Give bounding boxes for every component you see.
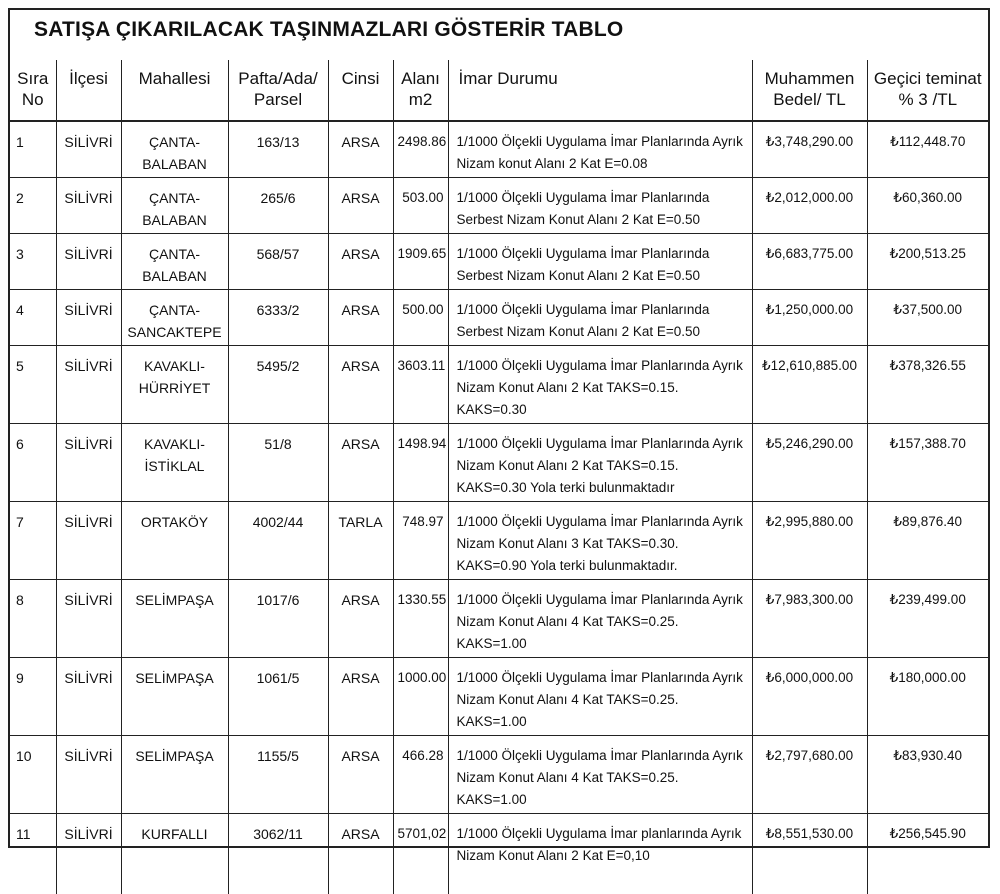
- cell-cinsi: ARSA: [328, 234, 393, 290]
- cell-alan: 748.97: [393, 502, 448, 580]
- cell-cinsi: ARSA: [328, 121, 393, 178]
- cell-cinsi: ARSA: [328, 346, 393, 424]
- cell-mahalle: ÇANTA- SANCAKTEPE: [121, 290, 228, 346]
- cell-alan: 2498.86: [393, 121, 448, 178]
- table-row: [10, 580, 988, 658]
- cell-cinsi: TARLA: [328, 502, 393, 580]
- cell-teminat: ₺60,360.00: [867, 178, 988, 234]
- header-row: [10, 60, 988, 121]
- header-sira: Sıra No: [10, 60, 56, 121]
- cell-teminat: ₺89,876.40: [867, 502, 988, 580]
- cell-cinsi: ARSA: [328, 290, 393, 346]
- document-title: SATIŞA ÇIKARILACAK TAŞINMAZLARI GÖSTERİR TABLO: [34, 18, 624, 41]
- cell-teminat: ₺37,500.00: [867, 290, 988, 346]
- cell-mahalle: SELİMPAŞA: [121, 736, 228, 814]
- cell-sira: 4: [10, 290, 56, 346]
- cell-alan: 5701,02: [393, 814, 448, 894]
- cell-alan: 1909.65: [393, 234, 448, 290]
- cell-pafta: 1017/6: [228, 580, 328, 658]
- cell-imar: 1/1000 Ölçekli Uygulama İmar Planlarında Ayrık Nizam Konut Alanı 3 Kat TAKS=0.30. KAKS=0.90 Yola terki bulunmaktadır.: [448, 502, 752, 580]
- cell-sira: 8: [10, 580, 56, 658]
- cell-cinsi: ARSA: [328, 424, 393, 502]
- cell-imar: 1/1000 Ölçekli Uygulama İmar Planlarında Ayrık Nizam konut Alanı 2 Kat E=0.08: [448, 121, 752, 178]
- header-ilce: İlçesi: [56, 60, 121, 121]
- table-row: [10, 234, 988, 290]
- cell-teminat: ₺157,388.70: [867, 424, 988, 502]
- cell-sira: 10: [10, 736, 56, 814]
- cell-teminat: ₺256,545.90: [867, 814, 988, 894]
- cell-mahalle: ÇANTA- BALABAN: [121, 234, 228, 290]
- cell-sira: 2: [10, 178, 56, 234]
- cell-imar: 1/1000 Ölçekli Uygulama İmar planlarında Ayrık Nizam Konut Alanı 2 Kat E=0,10: [448, 814, 752, 894]
- cell-ilce: SİLİVRİ: [56, 580, 121, 658]
- cell-ilce: SİLİVRİ: [56, 814, 121, 894]
- header-alan: Alanı m2: [393, 60, 448, 121]
- cell-imar: 1/1000 Ölçekli Uygulama İmar Planlarında Ayrık Nizam Konut Alanı 4 Kat TAKS=0.25. KAKS=1.00: [448, 658, 752, 736]
- cell-sira: 5: [10, 346, 56, 424]
- cell-ilce: SİLİVRİ: [56, 424, 121, 502]
- cell-teminat: ₺239,499.00: [867, 580, 988, 658]
- cell-pafta: 163/13: [228, 121, 328, 178]
- cell-bedel: ₺2,797,680.00: [752, 736, 867, 814]
- cell-pafta: 5495/2: [228, 346, 328, 424]
- cell-alan: 1498.94: [393, 424, 448, 502]
- cell-teminat: ₺200,513.25: [867, 234, 988, 290]
- cell-mahalle: SELİMPAŞA: [121, 580, 228, 658]
- cell-alan: 1330.55: [393, 580, 448, 658]
- header-cinsi: Cinsi: [328, 60, 393, 121]
- header-bedel: Muhammen Bedel/ TL: [752, 60, 867, 121]
- cell-alan: 503.00: [393, 178, 448, 234]
- cell-ilce: SİLİVRİ: [56, 346, 121, 424]
- cell-imar: 1/1000 Ölçekli Uygulama İmar Planlarında Serbest Nizam Konut Alanı 2 Kat E=0.50: [448, 178, 752, 234]
- cell-imar: 1/1000 Ölçekli Uygulama İmar Planlarında Ayrık Nizam Konut Alanı 2 Kat TAKS=0.15. KAKS=0.30: [448, 346, 752, 424]
- table-row: [10, 658, 988, 736]
- cell-pafta: 1061/5: [228, 658, 328, 736]
- cell-sira: 7: [10, 502, 56, 580]
- header-teminat: Geçici teminat % 3 /TL: [867, 60, 988, 121]
- cell-bedel: ₺6,683,775.00: [752, 234, 867, 290]
- cell-imar: 1/1000 Ölçekli Uygulama İmar Planlarında Ayrık Nizam Konut Alanı 2 Kat TAKS=0.15. KAKS=0.30 Yola terki bulunmaktadır: [448, 424, 752, 502]
- cell-bedel: ₺12,610,885.00: [752, 346, 867, 424]
- property-table: [10, 60, 988, 894]
- cell-imar: 1/1000 Ölçekli Uygulama İmar Planlarında Ayrık Nizam Konut Alanı 4 Kat TAKS=0.25. KAKS=1.00: [448, 736, 752, 814]
- table-row: [10, 346, 988, 424]
- cell-mahalle: ORTAKÖY: [121, 502, 228, 580]
- table-row: [10, 736, 988, 814]
- cell-ilce: SİLİVRİ: [56, 121, 121, 178]
- header-mahalle: Mahallesi: [121, 60, 228, 121]
- cell-mahalle: KAVAKLI- HÜRRİYET: [121, 346, 228, 424]
- cell-pafta: 265/6: [228, 178, 328, 234]
- cell-sira: 3: [10, 234, 56, 290]
- cell-cinsi: ARSA: [328, 178, 393, 234]
- cell-mahalle: ÇANTA- BALABAN: [121, 121, 228, 178]
- cell-cinsi: ARSA: [328, 736, 393, 814]
- cell-alan: 3603.11: [393, 346, 448, 424]
- cell-ilce: SİLİVRİ: [56, 736, 121, 814]
- cell-imar: 1/1000 Ölçekli Uygulama İmar Planlarında Serbest Nizam Konut Alanı 2 Kat E=0.50: [448, 290, 752, 346]
- cell-ilce: SİLİVRİ: [56, 502, 121, 580]
- cell-cinsi: ARSA: [328, 814, 393, 894]
- cell-alan: 500.00: [393, 290, 448, 346]
- cell-ilce: SİLİVRİ: [56, 658, 121, 736]
- cell-sira: 9: [10, 658, 56, 736]
- cell-mahalle: SELİMPAŞA: [121, 658, 228, 736]
- cell-sira: 6: [10, 424, 56, 502]
- cell-imar: 1/1000 Ölçekli Uygulama İmar Planlarında Ayrık Nizam Konut Alanı 4 Kat TAKS=0.25. KAKS=1.00: [448, 580, 752, 658]
- cell-bedel: ₺2,995,880.00: [752, 502, 867, 580]
- cell-pafta: 6333/2: [228, 290, 328, 346]
- cell-pafta: 3062/11: [228, 814, 328, 894]
- table-row: [10, 814, 988, 894]
- cell-bedel: ₺2,012,000.00: [752, 178, 867, 234]
- cell-cinsi: ARSA: [328, 580, 393, 658]
- table-row: [10, 424, 988, 502]
- cell-pafta: 568/57: [228, 234, 328, 290]
- table-row: [10, 502, 988, 580]
- table-row: [10, 178, 988, 234]
- cell-mahalle: KAVAKLI- İSTİKLAL: [121, 424, 228, 502]
- cell-bedel: ₺3,748,290.00: [752, 121, 867, 178]
- cell-mahalle: KURFALLI: [121, 814, 228, 894]
- cell-bedel: ₺6,000,000.00: [752, 658, 867, 736]
- header-pafta: Pafta/Ada/ Parsel: [228, 60, 328, 121]
- cell-cinsi: ARSA: [328, 658, 393, 736]
- header-imar: İmar Durumu: [448, 60, 752, 121]
- cell-ilce: SİLİVRİ: [56, 178, 121, 234]
- cell-ilce: SİLİVRİ: [56, 290, 121, 346]
- cell-ilce: SİLİVRİ: [56, 234, 121, 290]
- cell-alan: 466.28: [393, 736, 448, 814]
- cell-bedel: ₺7,983,300.00: [752, 580, 867, 658]
- cell-mahalle: ÇANTA- BALABAN: [121, 178, 228, 234]
- cell-alan: 1000.00: [393, 658, 448, 736]
- cell-pafta: 4002/44: [228, 502, 328, 580]
- cell-pafta: 51/8: [228, 424, 328, 502]
- cell-bedel: ₺8,551,530.00: [752, 814, 867, 894]
- cell-sira: 1: [10, 121, 56, 178]
- cell-bedel: ₺1,250,000.00: [752, 290, 867, 346]
- table-row: [10, 290, 988, 346]
- cell-teminat: ₺112,448.70: [867, 121, 988, 178]
- cell-pafta: 1155/5: [228, 736, 328, 814]
- cell-teminat: ₺180,000.00: [867, 658, 988, 736]
- cell-teminat: ₺83,930.40: [867, 736, 988, 814]
- cell-sira: 11: [16, 826, 31, 842]
- cell-teminat: ₺378,326.55: [867, 346, 988, 424]
- table-row: [10, 121, 988, 178]
- cell-bedel: ₺5,246,290.00: [752, 424, 867, 502]
- cell-imar: 1/1000 Ölçekli Uygulama İmar Planlarında Serbest Nizam Konut Alanı 2 Kat E=0.50: [448, 234, 752, 290]
